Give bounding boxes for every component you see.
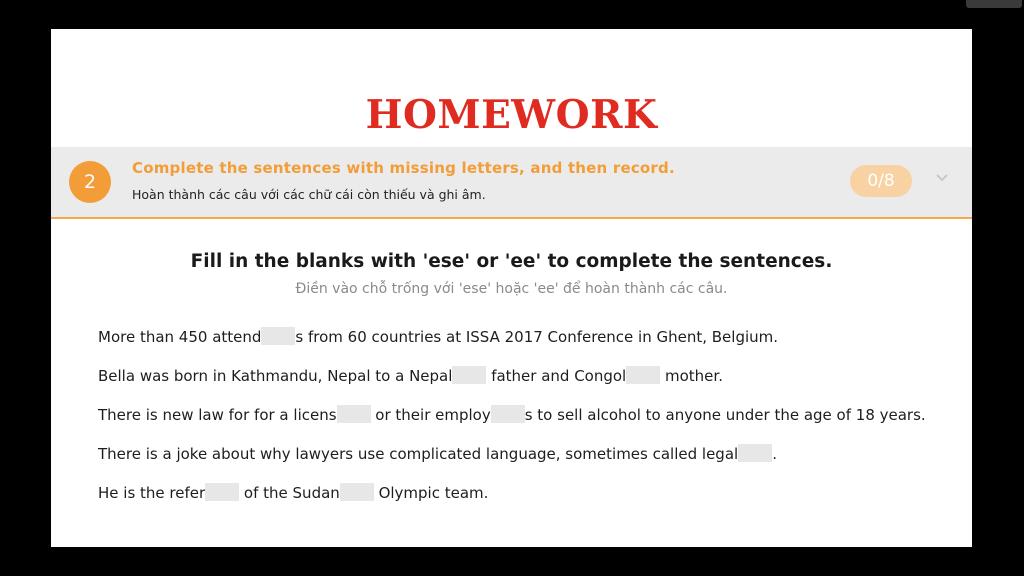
sentence-text: More than 450 attend — [98, 328, 262, 346]
sentence-text: . — [772, 445, 777, 463]
exercise-instruction-translation: Điền vào chỗ trống với 'ese' hoặc 'ee' để hoàn thành các câu. — [295, 281, 728, 297]
blank-input[interactable] — [205, 483, 239, 501]
blank-input[interactable] — [340, 483, 374, 501]
task-subtitle: Hoàn thành các câu với các chữ cái còn thiếu và ghi âm. — [132, 187, 486, 202]
homework-slide — [51, 29, 972, 547]
sentence-5 — [98, 481, 938, 520]
sentence-text: Olympic team. — [373, 484, 489, 502]
task-header[interactable] — [51, 147, 972, 219]
sentence-text: s to sell alcohol to anyone under the age of 18 years. — [524, 406, 926, 424]
blank-input[interactable] — [491, 405, 525, 423]
sentence-text: of the Sudan — [239, 484, 340, 502]
page-title: HOMEWORK — [365, 92, 658, 138]
sentence-text: father and Congol — [486, 367, 627, 385]
sentence-3 — [98, 403, 938, 442]
blank-input[interactable] — [452, 366, 486, 384]
sentence-text: There is new law for for a licens — [98, 406, 337, 424]
sentence-text: or their employ — [370, 406, 491, 424]
sentence-list — [98, 325, 938, 520]
sentence-text: Bella was born in Kathmandu, Nepal to a Nepal — [98, 367, 453, 385]
task-title: Complete the sentences with missing letters, and then record. — [132, 159, 675, 177]
step-number-badge: 2 — [69, 161, 111, 203]
sentence-1 — [98, 325, 938, 364]
sentence-text: s from 60 countries at ISSA 2017 Conference in Ghent, Belgium. — [295, 328, 779, 346]
blank-input[interactable] — [261, 327, 295, 345]
score-badge: 0/8 — [850, 165, 912, 197]
sentence-4 — [98, 442, 938, 481]
blank-input[interactable] — [337, 405, 371, 423]
blank-input[interactable] — [626, 366, 660, 384]
exercise-instruction: Fill in the blanks with 'ese' or 'ee' to complete the sentences. — [190, 251, 833, 272]
sentence-text: mother. — [660, 367, 723, 385]
blank-input[interactable] — [738, 444, 772, 462]
sentence-text: There is a joke about why lawyers use complicated language, sometimes called legal — [98, 445, 739, 463]
sentence-2 — [98, 364, 938, 403]
chevron-down-icon[interactable] — [935, 173, 949, 183]
sentence-text: He is the refer — [98, 484, 206, 502]
window-corner-tab — [966, 0, 1022, 8]
